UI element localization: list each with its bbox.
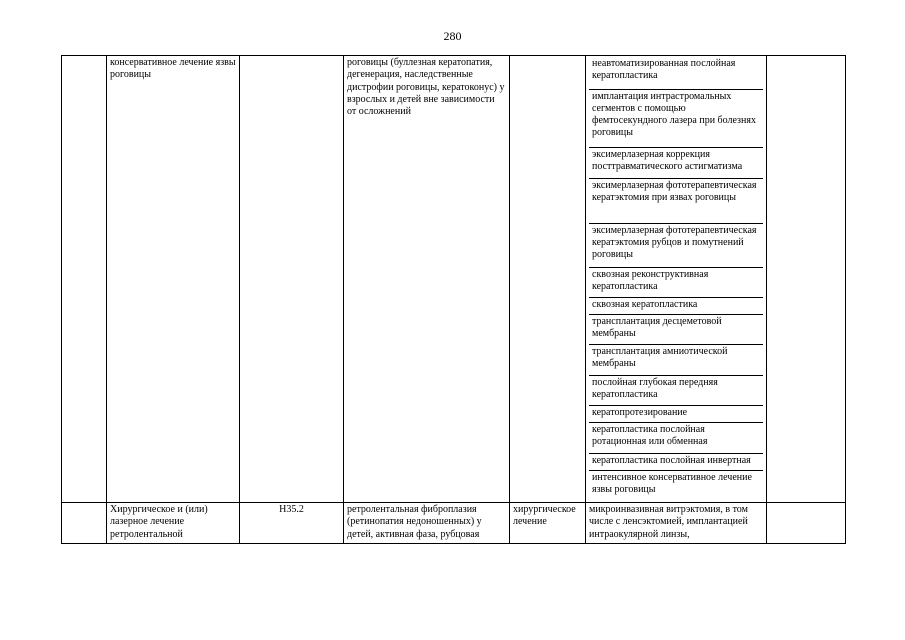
method-item: эксимерлазерная фототерапевтическая кератэктомия рубцов и помутнений роговицы [589, 223, 763, 267]
care-name-cell: Хирургическое и (или) лазерное лечение ретролентальной [107, 503, 240, 544]
price-cell [767, 503, 846, 544]
icd-code-cell: H35.2 [240, 503, 344, 544]
table-row [62, 503, 846, 544]
methods-list [589, 57, 763, 500]
method-item: трансплантация десцеметовой мембраны [589, 314, 763, 344]
row-number-cell [62, 503, 107, 544]
patient-model-cell: ретролентальная фиброплазия (ретинопатия недоношенных) у детей, активная фаза, рубцовая [344, 503, 510, 544]
method-item: кератопротезирование [589, 405, 763, 422]
treatment-type-cell: хирургическое лечение [510, 503, 586, 544]
method-item: эксимерлазерная коррекция посттравматического астигматизма [589, 147, 763, 178]
method-item: сквозная реконструктивная кератопластика [589, 267, 763, 297]
care-name-cell: консервативное лечение язвы роговицы [107, 56, 240, 503]
method-item: трансплантация амниотической мембраны [589, 344, 763, 375]
table-row [62, 56, 846, 503]
method-item: кератопластика послойная ротационная или обменная [589, 422, 763, 453]
price-cell [767, 56, 846, 503]
method-item: кератопластика послойная инвертная [589, 453, 763, 470]
method-item: сквозная кератопластика [589, 297, 763, 314]
method-item: интенсивное консервативное лечение язвы роговицы [592, 471, 752, 495]
method-item: неавтоматизированная послойная кератопластика [589, 57, 763, 89]
method-item: эксимерлазерная фототерапевтическая кератэктомия при язвах роговицы [589, 178, 763, 223]
method-item: имплантация интрастромальных сегментов с помощью фемтосекундного лазера при болезнях роговицы [589, 89, 763, 147]
page-number: 280 [443, 29, 462, 43]
icd-code-cell [240, 56, 344, 503]
treatment-type-cell [510, 56, 586, 503]
row-number-cell [62, 56, 107, 503]
method-cell: микроинвазивная витрэктомия, в том числе с ленсэктомией, имплантацией интраокулярной линзы, [586, 503, 767, 544]
medical-care-table [61, 55, 846, 544]
method-item: послойная глубокая передняя кератопластика [589, 375, 763, 405]
methods-cell [586, 56, 767, 503]
patient-model-cell: роговицы (буллезная кератопатия, дегенерация, наследственные дистрофии роговицы, кератоконус) у взрослых и детей вне зависимости от осложнений [344, 56, 510, 503]
